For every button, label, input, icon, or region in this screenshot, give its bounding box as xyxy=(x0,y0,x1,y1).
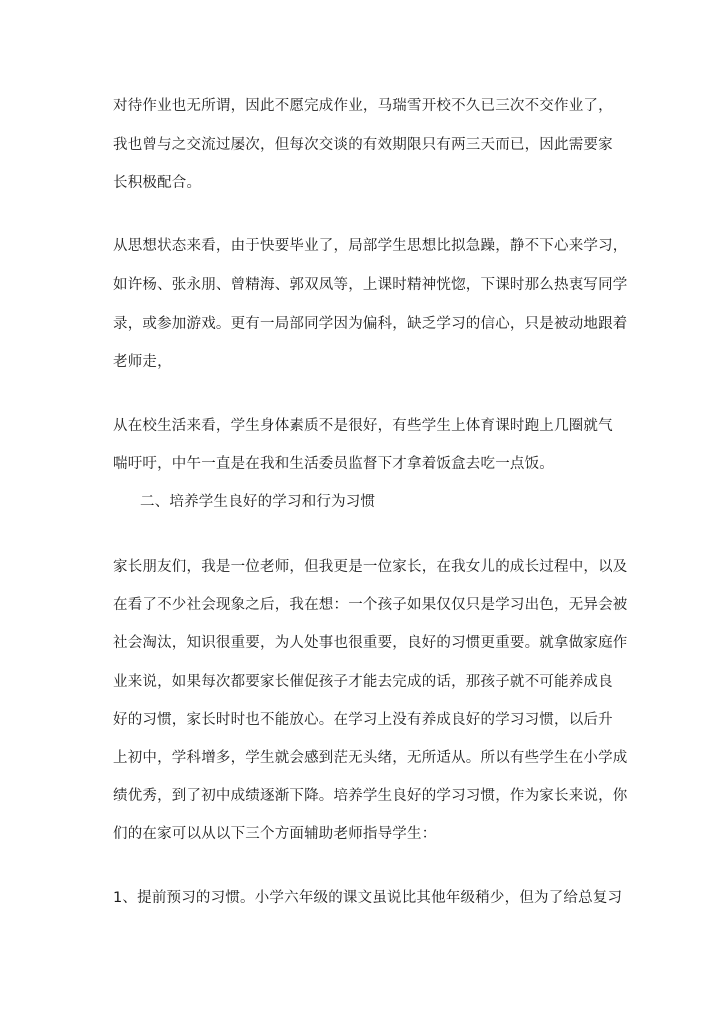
paragraph-1-line-1: 对待作业也无所谓，因此不愿完成作业，马瑞雪开校不久已三次不交作业了， xyxy=(113,98,613,114)
paragraph-3-line-1: 从在校生活来看，学生身体素质不是很好，有些学生上体育课时跑上几圈就气 xyxy=(113,418,613,434)
paragraph-1-line-2: 我也曾与之交流过屡次，但每次交谈的有效期限只有两三天而已，因此需要家 xyxy=(113,137,613,153)
paragraph-4-line-7: 绩优秀，到了初中成绩逐渐下降。培养学生良好的学习习惯，作为家长来说，你 xyxy=(113,788,628,804)
paragraph-2-line-2: 如许杨、张永朋、曾精海、郭双凤等，上课时精神恍惚，下课时那么热衷写同学 xyxy=(113,277,628,293)
paragraph-5-line-1: 1、提前预习的习惯。小学六年级的课文虽说比其他年级稍少，但为了给总复习 xyxy=(113,890,623,906)
paragraph-4-line-4: 业来说，如果每次都要家长催促孩子才能去完成的话，那孩子就不可能养成良 xyxy=(113,674,613,690)
paragraph-2-line-1: 从思想状态来看，由于快要毕业了，局部学生思想比拟急躁，静不下心来学习， xyxy=(113,238,628,254)
paragraph-3-line-2: 喘吁吁，中午一直是在我和生活委员监督下才拿着饭盒去吃一点饭。 xyxy=(113,456,554,472)
paragraph-4-line-5: 好的习惯，家长时时也不能放心。在学习上没有养成良好的学习习惯，以后升 xyxy=(113,712,613,728)
section-heading: 二、培养学生良好的学习和行为习惯 xyxy=(140,494,376,510)
paragraph-4-line-6: 上初中，学科增多，学生就会感到茫无头绪，无所适从。所以有些学生在小学成 xyxy=(113,750,628,766)
paragraph-4-line-8: 们的在家可以从以下三个方面辅助老师指导学生： xyxy=(113,826,437,842)
paragraph-4-line-3: 社会淘汰，知识很重要，为人处事也很重要，良好的习惯更重要。就拿做家庭作 xyxy=(113,635,628,651)
paragraph-2-line-4: 老师走， xyxy=(113,354,172,370)
paragraph-2-line-3: 录，或参加游戏。更有一局部同学因为偏科，缺乏学习的信心，只是被动地跟着 xyxy=(113,316,628,332)
paragraph-4-line-2: 在看了不少社会现象之后，我在想：一个孩子如果仅仅只是学习出色，无异会被 xyxy=(113,597,628,613)
paragraph-1-line-3: 长积极配合。 xyxy=(113,175,202,191)
paragraph-4-line-1: 家长朋友们，我是一位老师，但我更是一位家长，在我女儿的成长过程中，以及 xyxy=(113,559,628,575)
